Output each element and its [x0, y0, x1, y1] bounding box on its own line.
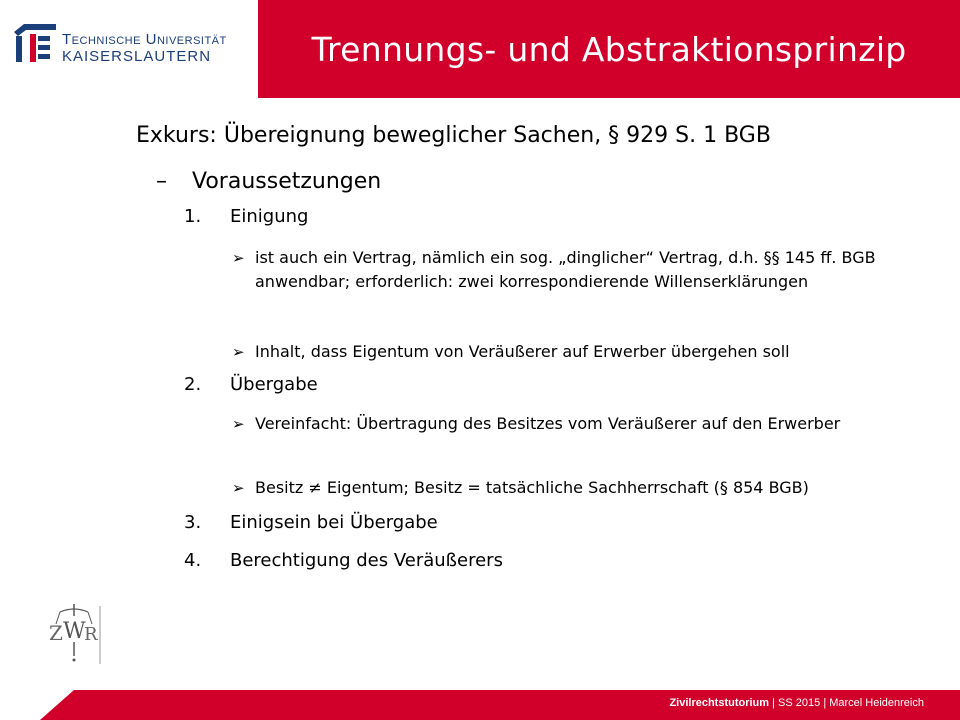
list-item-number: 3.	[184, 512, 202, 533]
bullet-voraussetzungen-text: Voraussetzungen	[192, 169, 382, 194]
arrow-bullet-icon: ➢	[232, 415, 245, 433]
footer-text	[669, 697, 924, 709]
sub-bullet-text: ist auch ein Vertrag, nämlich ein sog. „dinglicher“ Vertrag, d.h. §§ 145 ff. BGB anwendbar; erforderlich: zwei korrespondierende Willenserklärungen	[255, 248, 876, 291]
svg-text:R: R	[84, 624, 98, 645]
slide-title: Trennungs- und Abstraktionsprinzip	[311, 29, 907, 69]
arrow-bullet-icon: ➢	[232, 249, 245, 267]
footer-term: | SS 2015	[772, 697, 821, 709]
arrow-bullet-icon: ➢	[232, 343, 245, 361]
sub-bullet-text: Inhalt, dass Eigentum von Veräußerer auf Erwerber übergehen soll	[255, 342, 790, 361]
university-name	[62, 32, 227, 64]
sub-bullet-text: Besitz ≠ Eigentum; Besitz = tatsächliche Sachherrschaft (§ 854 BGB)	[255, 478, 809, 497]
footer-wedge	[40, 690, 74, 720]
header-logo-area	[0, 0, 258, 98]
svg-text:W: W	[63, 619, 86, 644]
list-item-label: Übergabe	[230, 374, 318, 395]
university-logo-icon	[12, 22, 58, 68]
university-name-line2: KAISERSLAUTERN	[62, 48, 212, 65]
svg-text:Z: Z	[49, 621, 63, 645]
list-item-label: Berechtigung des Veräußerers	[230, 550, 503, 571]
dash-bullet: –	[156, 169, 167, 194]
content-heading: Exkurs: Übereignung beweglicher Sachen, § 929 S. 1 BGB	[136, 123, 771, 148]
list-item-number: 2.	[184, 374, 202, 395]
sub-bullet-text: Vereinfacht: Übertragung des Besitzes vom Veräußerer auf den Erwerber	[255, 414, 841, 433]
list-item-label: Einigung	[230, 206, 309, 227]
footer-course: Zivilrechtstutorium	[669, 697, 770, 709]
arrow-bullet-icon: ➢	[232, 479, 245, 497]
list-item-number: 1.	[184, 206, 202, 227]
footer-author: | Marcel Heidenreich	[823, 697, 924, 709]
university-name-line1: Technische Universität	[62, 31, 227, 48]
list-item-number: 4.	[184, 550, 202, 571]
list-item-label: Einigsein bei Übergabe	[230, 512, 438, 533]
zwr-logo-icon	[46, 602, 102, 666]
slide-content	[136, 118, 936, 571]
